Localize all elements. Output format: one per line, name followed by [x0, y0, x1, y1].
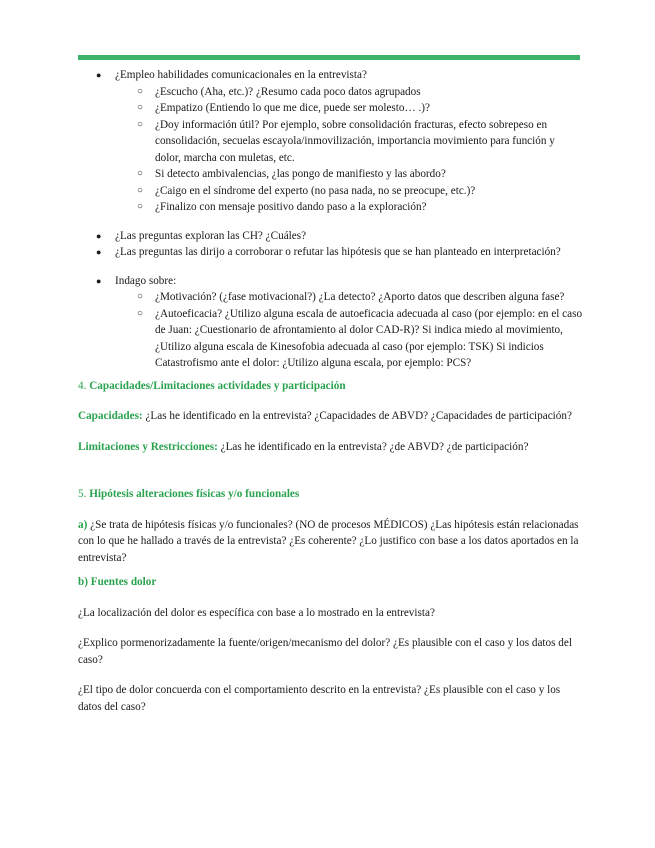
bullet-icon: ● [96, 247, 102, 257]
list-item: ○ ¿Doy información útil? Por ejemplo, sobre consolidación fracturas, efecto sobrepeso en consolidación, secuelas escayola/inmovilización, importancia movimiento para función y dolor, marcha con muletas, etc. [137, 118, 555, 164]
circle-bullet-icon: ○ [137, 85, 144, 97]
circle-bullet-icon: ○ [137, 184, 144, 196]
list-item: ● ¿Las preguntas exploran las CH? ¿Cuáles? [78, 228, 583, 245]
document-content [78, 67, 583, 715]
list-item: ○ Si detecto ambivalencias, ¿las pongo de manifiesto y las abordo? [78, 166, 583, 183]
top-rule [78, 55, 580, 60]
list-item: ○ ¿Autoeficacia? ¿Utilizo alguna escala de autoeficacia adecuada al caso (por ejemplo: en el caso de Juan: ¿Cuestionario de afrontamiento al dolor CAD-R)? Si indica miedo al movimiento, ¿Utilizo alguna escala de Kinesofobia adecuada al caso (por ejemplo: TSK) Si indicios Catastrofismo ante el dolor: ¿Utilizo alguna escala, por ejemplo: PCS? [137, 307, 583, 369]
bullet-list-questions [78, 228, 583, 261]
section-5-heading: 5. Hipótesis alteraciones físicas y/o funcionales [78, 488, 300, 500]
list-item: ○ ¿Caigo en el síndrome del experto (no pasa nada, no se preocupe, etc.)? [78, 183, 583, 200]
section-4-heading: 4. Capacidades/Limitaciones actividades y participación [78, 379, 346, 392]
sub-list [115, 84, 583, 216]
fuentes-dolor-paragraph-2: ¿Explico pormenorizadamente la fuente/origen/mecanismo del dolor? ¿Es plausible con el caso y los datos del caso? [78, 637, 572, 666]
list-item: ○ ¿Escucho (Aha, etc.)? ¿Resumo cada poco datos agrupados [78, 84, 583, 101]
list-item: ● ¿Empleo habilidades comunicacionales en la entrevista? ○ ¿Escucho (Aha, etc.)? ¿Resumo cada poco datos agrupados ○ ¿Empatizo (Entiendo lo que me dice, puede ser molesto… .)? ○ ¿Doy información útil? Por ejemplo, sobre consolidación fracturas, efecto sobrepeso en consolidación, secuelas escayola/inmovilización, importancia movimiento para función y dolor, marcha con muletas, etc. ○ Si detecto ambivalencias, ¿las pongo de manifiesto y las abordo? ○ ¿Caigo en el síndrome del experto (no pasa nada, no se preocupe, etc.)? ○ ¿Finalizo con mensaje positivo dando paso a la exploración? [78, 67, 583, 216]
bullet-icon: ● [96, 230, 102, 241]
list-item: ○ ¿Empatizo (Entiendo lo que me dice, puede ser molesto… .)? [78, 100, 583, 117]
fuentes-dolor-paragraph-1: ¿La localización del dolor es específica con base a lo mostrado en la entrevista? [78, 606, 435, 619]
sub-list [115, 289, 583, 372]
fuentes-dolor-paragraph-3: ¿El tipo de dolor concuerda con el comportamiento descrito en la entrevista? ¿Es plausible con el caso y los datos del caso? [78, 684, 561, 713]
circle-bullet-icon: ○ [137, 201, 144, 212]
bullet-icon: ● [96, 275, 102, 286]
bullet-list-indago [78, 273, 583, 372]
section-5a-paragraph: a) ¿Se trata de hipótesis físicas y/o funcionales? (NO de procesos MÉDICOS) ¿Las hipótesis están relacionadas con lo que he hallado a través de la entrevista? ¿Es coherente? ¿Lo justifico con base a los datos aportados en la entrevista? [78, 518, 579, 564]
capacidades-paragraph: Capacidades: ¿Las he identificado en la entrevista? ¿Capacidades de ABVD? ¿Capacidades de participación? [78, 410, 572, 422]
section-5b-heading: b) Fuentes dolor [78, 576, 157, 588]
bullet-icon: ● [96, 70, 102, 80]
list-item: ○ ¿Finalizo con mensaje positivo dando paso a la exploración? [78, 199, 583, 216]
circle-bullet-icon: ○ [137, 291, 144, 302]
circle-bullet-icon: ○ [137, 118, 144, 130]
list-item: ● Indago sobre: ○ ¿Motivación? (¿fase motivacional?) ¿La detecto? ¿Aporto datos que describen alguna fase? ○ ¿Autoeficacia? ¿Utilizo alguna escala de autoeficacia adecuada al caso (por ejemplo: en el caso de Juan: ¿Cuestionario de afrontamiento al dolor CAD-R)? Si indica miedo al movimiento, ¿Utilizo alguna escala de Kinesofobia adecuada al caso (por ejemplo: TSK) Si indicios Catastrofismo ante el dolor: ¿Utilizo alguna escala, por ejemplo: PCS? [78, 273, 583, 372]
circle-bullet-icon: ○ [137, 307, 144, 319]
circle-bullet-icon: ○ [137, 168, 144, 179]
limitaciones-paragraph: Limitaciones y Restricciones: ¿Las he identificado en la entrevista? ¿de ABVD? ¿de participación? [78, 440, 529, 453]
circle-bullet-icon: ○ [137, 102, 144, 113]
list-item: ○ ¿Motivación? (¿fase motivacional?) ¿La detecto? ¿Aporto datos que describen alguna fase? [78, 289, 583, 306]
list-item: ● ¿Las preguntas las dirijo a corroborar o refutar las hipótesis que se han planteado en interpretación? [78, 244, 583, 261]
bullet-list-communication [78, 67, 583, 216]
